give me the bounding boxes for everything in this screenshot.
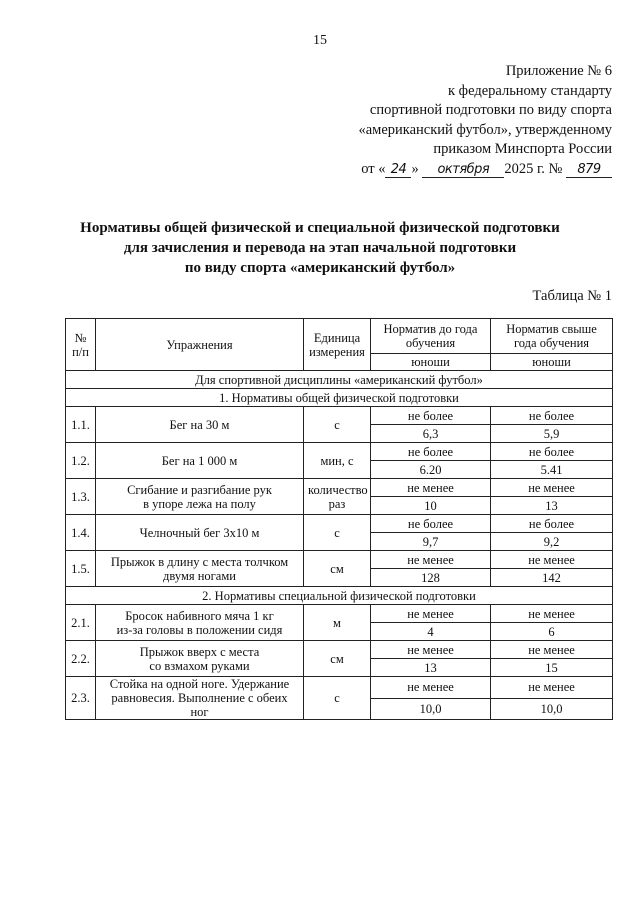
row-value-before: 4 xyxy=(371,623,491,641)
table-row xyxy=(66,479,613,497)
row-value-before: 13 xyxy=(371,659,491,677)
row-unit: мин, с xyxy=(304,443,371,479)
row-number: 2.1. xyxy=(66,605,96,641)
order-date-line xyxy=(282,160,612,180)
header-num: № п/п xyxy=(66,319,96,371)
table-row xyxy=(66,641,613,659)
row-condition-after: не менее xyxy=(491,479,613,497)
table-row xyxy=(66,515,613,533)
title-line: по виду спорта «американский футбол» xyxy=(184,260,456,276)
row-condition-before: не менее xyxy=(371,641,491,659)
row-value-after: 13 xyxy=(491,497,613,515)
row-value-before: 10,0 xyxy=(371,698,491,720)
row-unit: с xyxy=(304,677,371,720)
row-value-after: 5,9 xyxy=(491,425,613,443)
date-month-handwritten: октября xyxy=(422,162,504,178)
row-value-after: 15 xyxy=(491,659,613,677)
date-year: 2025 г. № xyxy=(504,160,563,177)
title-line: для зачисления и перевода на этап начальной подготовки xyxy=(123,240,517,256)
appendix-block xyxy=(282,62,612,179)
row-condition-before: не менее xyxy=(371,551,491,569)
row-value-after: 10,0 xyxy=(491,698,613,720)
table-row xyxy=(66,443,613,461)
row-exercise: Стойка на одной ноге. Удержание равновесия. Выполнение с обеих ног xyxy=(96,677,304,720)
row-value-after: 142 xyxy=(491,569,613,587)
document-title xyxy=(0,218,640,278)
appendix-line: Приложение № 6 xyxy=(505,63,612,79)
row-unit: см xyxy=(304,551,371,587)
row-condition-after: не более xyxy=(491,443,613,461)
row-unit: см xyxy=(304,641,371,677)
section-title-row: 1. Нормативы общей физической подготовки xyxy=(66,389,613,407)
row-condition-after: не менее xyxy=(491,605,613,623)
header-exercise: Упражнения xyxy=(96,319,304,371)
title-line: Нормативы общей физической и специальной физической подготовки xyxy=(80,220,560,236)
header-group-before: юноши xyxy=(371,354,491,371)
table-row xyxy=(66,605,613,623)
row-number: 1.2. xyxy=(66,443,96,479)
row-condition-before: не менее xyxy=(371,677,491,699)
row-value-before: 6,3 xyxy=(371,425,491,443)
table-row xyxy=(66,407,613,425)
header-norm-before: Норматив до года обучения xyxy=(371,319,491,354)
date-prefix: от « xyxy=(361,160,386,177)
table-label: Таблица № 1 xyxy=(532,288,612,304)
row-exercise: Прыжок в длину с места толчком двумя ногами xyxy=(96,551,304,587)
row-condition-before: не менее xyxy=(371,605,491,623)
appendix-line: к федеральному стандарту xyxy=(448,82,612,99)
row-value-after: 5.41 xyxy=(491,461,613,479)
row-unit: м xyxy=(304,605,371,641)
norms-table xyxy=(65,318,613,720)
row-condition-after: не менее xyxy=(491,677,613,699)
row-number: 1.3. xyxy=(66,479,96,515)
row-value-before: 10 xyxy=(371,497,491,515)
row-value-after: 6 xyxy=(491,623,613,641)
table-row xyxy=(66,677,613,699)
row-condition-after: не более xyxy=(491,515,613,533)
row-value-before: 9,7 xyxy=(371,533,491,551)
section-title-row: 2. Нормативы специальной физической подготовки xyxy=(66,587,613,605)
row-exercise: Челночный бег 3x10 м xyxy=(96,515,304,551)
row-condition-after: не менее xyxy=(491,641,613,659)
row-exercise: Бег на 30 м xyxy=(96,407,304,443)
appendix-line: «американский футбол», утвержденному xyxy=(358,121,612,138)
row-number: 1.5. xyxy=(66,551,96,587)
date-day-handwritten: 24 xyxy=(385,162,411,178)
page-number: 15 xyxy=(313,33,327,48)
row-condition-before: не более xyxy=(371,407,491,425)
row-exercise: Бросок набивного мяча 1 кг из-за головы в положении сидя xyxy=(96,605,304,641)
row-exercise: Бег на 1 000 м xyxy=(96,443,304,479)
appendix-line: спортивной подготовки по виду спорта xyxy=(369,102,612,118)
appendix-line: приказом Минспорта России xyxy=(433,141,612,157)
row-value-after: 9,2 xyxy=(491,533,613,551)
row-condition-before: не более xyxy=(371,515,491,533)
row-exercise: Сгибание и разгибание рук в упоре лежа на полу xyxy=(96,479,304,515)
row-unit: с xyxy=(304,515,371,551)
row-number: 2.2. xyxy=(66,641,96,677)
date-mid: » xyxy=(411,160,419,177)
row-number: 1.1. xyxy=(66,407,96,443)
order-number-handwritten: 879 xyxy=(566,162,612,178)
row-number: 1.4. xyxy=(66,515,96,551)
header-group-after: юноши xyxy=(491,354,613,371)
table-row xyxy=(66,551,613,569)
discipline-row: Для спортивной дисциплины «американский футбол» xyxy=(66,371,613,389)
row-number: 2.3. xyxy=(66,677,96,720)
header-norm-after: Норматив свыше года обучения xyxy=(491,319,613,354)
row-condition-before: не более xyxy=(371,443,491,461)
row-value-before: 6.20 xyxy=(371,461,491,479)
row-condition-after: не менее xyxy=(491,551,613,569)
row-value-before: 128 xyxy=(371,569,491,587)
row-condition-after: не более xyxy=(491,407,613,425)
row-unit: с xyxy=(304,407,371,443)
row-exercise: Прыжок вверх с места со взмахом руками xyxy=(96,641,304,677)
row-condition-before: не менее xyxy=(371,479,491,497)
row-unit: количество раз xyxy=(304,479,371,515)
header-unit: Единица измерения xyxy=(304,319,371,371)
